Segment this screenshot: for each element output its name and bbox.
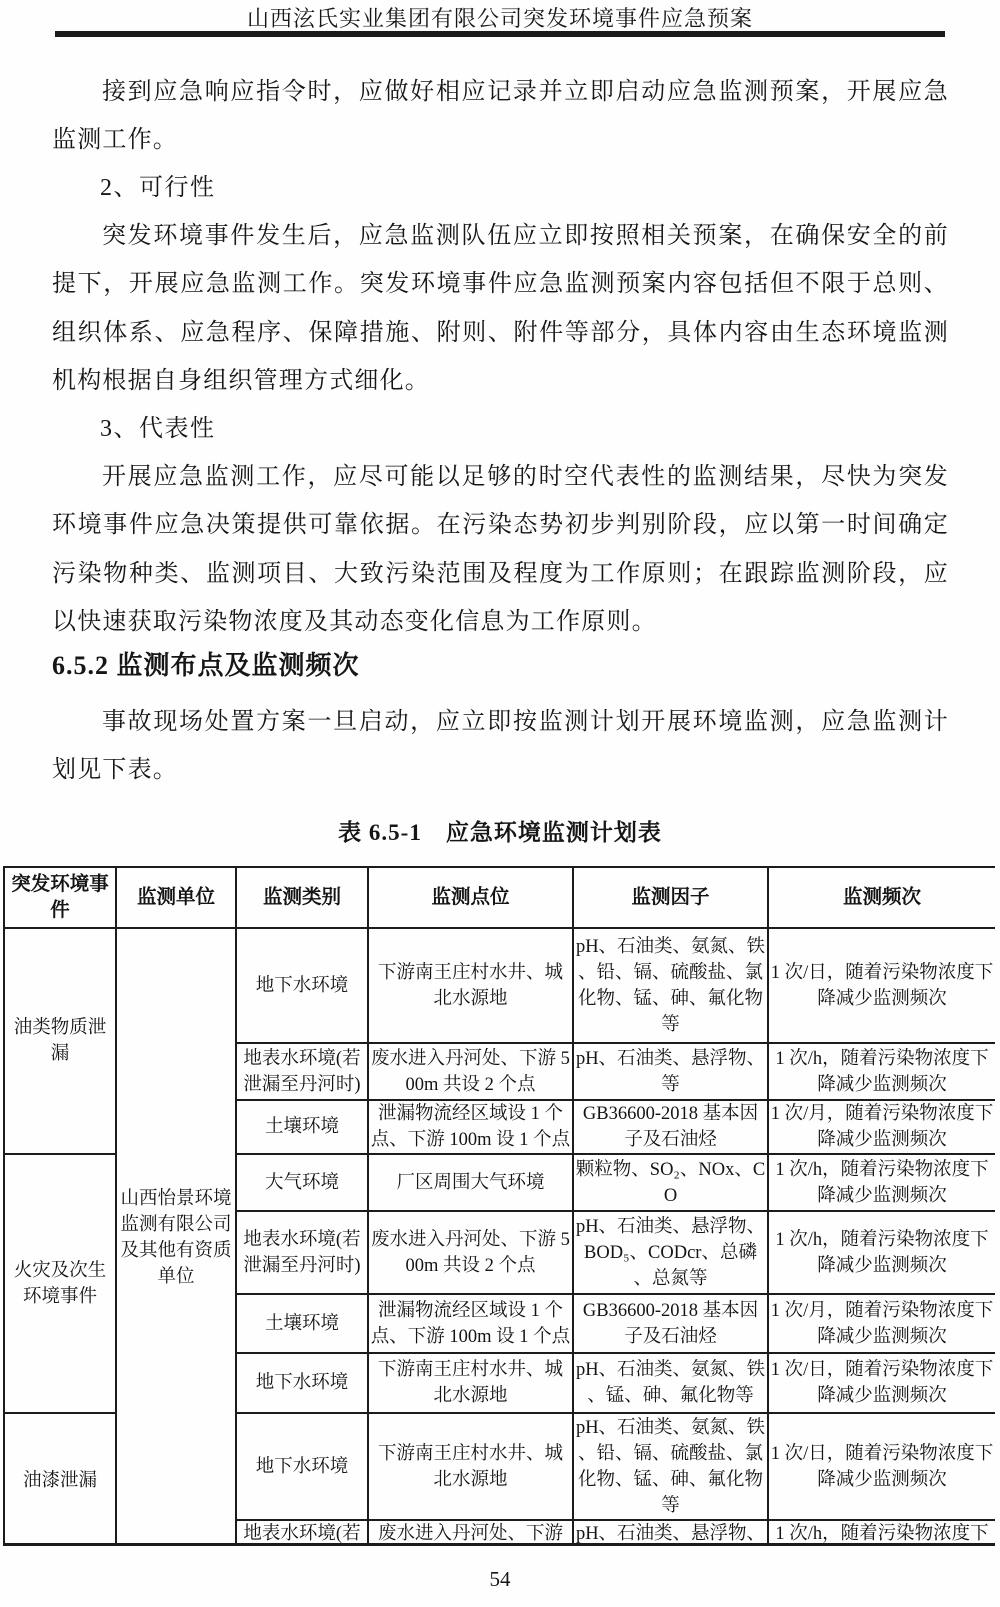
category-cell: 地下水环境 bbox=[236, 1353, 368, 1413]
column-header-site: 监测点位 bbox=[368, 867, 573, 928]
paragraph-feasibility: 突发环境事件发生后，应急监测队伍应立即按照相关预案，在确保安全的前提下，开展应急监测工作。突发环境事件应急监测预案内容包括但不限于总则、组织体系、应急程序、保障措施、附则、附件等部分，具体内容由生态环境监测机构根据自身组织管理方式细化。 bbox=[52, 223, 949, 395]
factors-cell: pH、石油类、悬浮物、等 bbox=[573, 1043, 768, 1100]
table-caption: 表 6.5-1 应急环境监测计划表 bbox=[338, 820, 662, 845]
column-header-category: 监测类别 bbox=[236, 867, 368, 928]
category-cell: 地表水环境(若泄漏至丹河时) bbox=[236, 1043, 368, 1100]
event-cell-fire: 火灾及次生环境事件 bbox=[4, 1154, 116, 1413]
site-cell: 泄漏物流经区域设 1 个点、下游 100m 设 1 个点 bbox=[368, 1100, 573, 1154]
factors-cell: 颗粒物、SO₂、NOx、CO bbox=[573, 1154, 768, 1211]
frequency-cell: 1 次/月，随着污染物浓度下降减少监测频次 bbox=[768, 1294, 995, 1353]
category-cell: 土壤环境 bbox=[236, 1294, 368, 1353]
header-double-rule bbox=[55, 31, 945, 37]
frequency-cell: 1 次/日，随着污染物浓度下降减少监测频次 bbox=[768, 1353, 995, 1413]
factors-cell: GB36600-2018 基本因子及石油烃 bbox=[573, 1100, 768, 1154]
paragraph-monitoring-plan: 事故现场处置方案一旦启动，应立即按监测计划开展环境监测，应急监测计划见下表。 bbox=[52, 709, 949, 784]
table-row bbox=[4, 928, 995, 1043]
monitoring-plan-table bbox=[3, 866, 995, 1546]
site-cell: 下游南王庄村水井、城北水源地 bbox=[368, 1413, 573, 1520]
frequency-cell: 1 次/日，随着污染物浓度下降减少监测频次 bbox=[768, 1413, 995, 1520]
column-header-event: 突发环境事件 bbox=[4, 867, 116, 928]
table-header-row bbox=[4, 867, 995, 928]
category-cell: 土壤环境 bbox=[236, 1100, 368, 1154]
frequency-cell: 1 次/h，随着污染物浓度下 bbox=[768, 1520, 995, 1546]
frequency-cell: 1 次/日，随着污染物浓度下降减少监测频次 bbox=[768, 928, 995, 1043]
paragraph-emergency-response: 接到应急响应指令时，应做好相应记录并立即启动应急监测预案，开展应急监测工作。 bbox=[52, 79, 949, 154]
factors-cell: pH、石油类、悬浮物、BOD₅、CODcr、总磷、总氮等 bbox=[573, 1211, 768, 1294]
event-cell-paint-leak: 油漆泄漏 bbox=[4, 1413, 116, 1546]
factors-cell: pH、石油类、氨氮、铁、铅、镉、硫酸盐、氯化物、锰、砷、氟化物等 bbox=[573, 928, 768, 1043]
document-header-title: 山西泫氏实业集团有限公司突发环境事件应急预案 bbox=[246, 6, 753, 31]
column-header-factors: 监测因子 bbox=[573, 867, 768, 928]
frequency-cell: 1 次/h，随着污染物浓度下降减少监测频次 bbox=[768, 1154, 995, 1211]
site-cell: 厂区周围大气环境 bbox=[368, 1154, 573, 1211]
subheading-representativeness: 3、代表性 bbox=[100, 416, 216, 442]
event-cell-oil-leak: 油类物质泄漏 bbox=[4, 928, 116, 1154]
site-cell: 废水进入丹河处、下游 bbox=[368, 1520, 573, 1546]
site-cell: 下游南王庄村水井、城北水源地 bbox=[368, 928, 573, 1043]
frequency-cell: 1 次/h，随着污染物浓度下降减少监测频次 bbox=[768, 1211, 995, 1294]
column-header-frequency: 监测频次 bbox=[768, 867, 995, 928]
factors-cell: pH、石油类、悬浮物、 bbox=[573, 1520, 768, 1546]
category-cell: 地表水环境(若 bbox=[236, 1520, 368, 1546]
site-cell: 废水进入丹河处、下游 500m 共设 2 个点 bbox=[368, 1211, 573, 1294]
frequency-cell: 1 次/h，随着污染物浓度下降减少监测频次 bbox=[768, 1043, 995, 1100]
factors-cell: pH、石油类、氨氮、铁、锰、砷、氟化物等 bbox=[573, 1353, 768, 1413]
section-heading-652: 6.5.2 监测布点及监测频次 bbox=[52, 651, 360, 680]
site-cell: 下游南王庄村水井、城北水源地 bbox=[368, 1353, 573, 1413]
monitoring-unit-cell: 山西怡景环境监测有限公司及其他有资质单位 bbox=[116, 928, 236, 1546]
subheading-feasibility: 2、可行性 bbox=[100, 175, 216, 201]
factors-cell: GB36600-2018 基本因子及石油烃 bbox=[573, 1294, 768, 1353]
column-header-unit: 监测单位 bbox=[116, 867, 236, 928]
monitoring-plan-table-wrapper bbox=[3, 866, 995, 1546]
category-cell: 地下水环境 bbox=[236, 928, 368, 1043]
site-cell: 废水进入丹河处、下游 500m 共设 2 个点 bbox=[368, 1043, 573, 1100]
category-cell: 地表水环境(若泄漏至丹河时) bbox=[236, 1211, 368, 1294]
frequency-cell: 1 次/月，随着污染物浓度下降减少监测频次 bbox=[768, 1100, 995, 1154]
page-number: 54 bbox=[489, 1567, 511, 1591]
category-cell: 大气环境 bbox=[236, 1154, 368, 1211]
paragraph-representativeness: 开展应急监测工作，应尽可能以足够的时空代表性的监测结果，尽快为突发环境事件应急决策提供可靠依据。在污染态势初步判别阶段，应以第一时间确定污染物种类、监测项目、大致污染范围及程度为工作原则；在跟踪监测阶段，应以快速获取污染物浓度及其动态变化信息为工作原则。 bbox=[52, 464, 949, 636]
category-cell: 地下水环境 bbox=[236, 1413, 368, 1520]
site-cell: 泄漏物流经区域设 1 个点、下游 100m 设 1 个点 bbox=[368, 1294, 573, 1353]
factors-cell: pH、石油类、氨氮、铁、铅、镉、硫酸盐、氯化物、锰、砷、氟化物等 bbox=[573, 1413, 768, 1520]
